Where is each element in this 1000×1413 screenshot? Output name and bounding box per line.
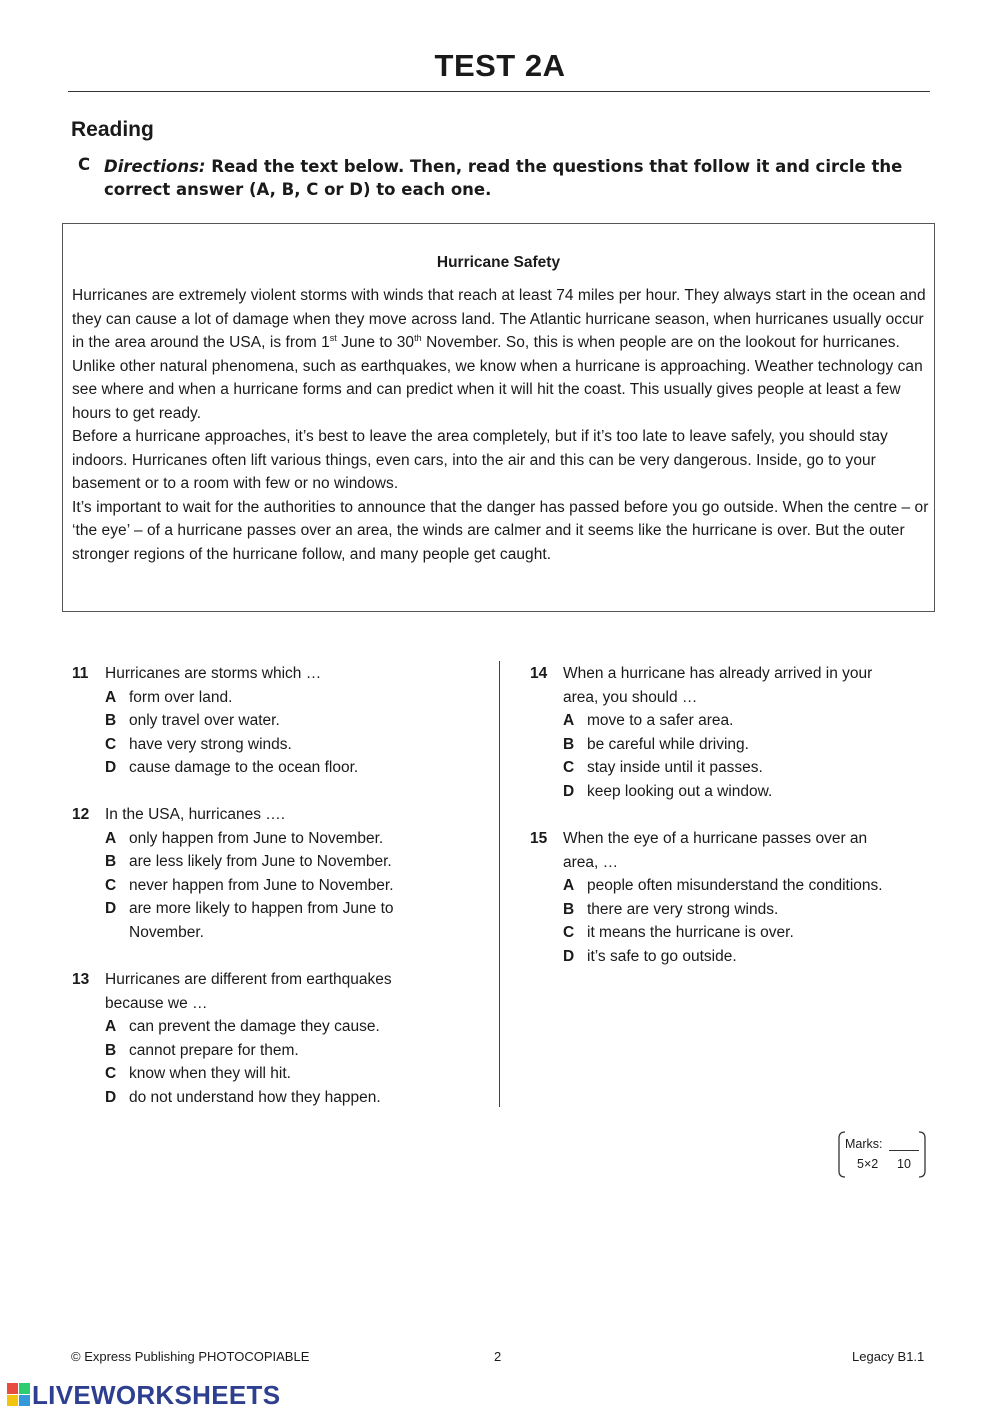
answer-option-13b[interactable]: B cannot prepare for them. bbox=[105, 1041, 299, 1059]
question-stem: Hurricanes are different from earthquakes because we … bbox=[105, 971, 392, 1012]
question-15 bbox=[530, 827, 930, 968]
title-divider bbox=[68, 91, 930, 92]
passage-title: Hurricane Safety bbox=[436, 254, 561, 271]
passage-body bbox=[72, 284, 932, 566]
answer-option-13c[interactable]: C know when they will hit. bbox=[105, 1065, 291, 1082]
question-number: 14 bbox=[530, 665, 548, 682]
marks-total: 10 bbox=[897, 1157, 911, 1171]
answer-option-15d[interactable]: D it’s safe to go outside. bbox=[563, 947, 737, 965]
question-number: 12 bbox=[72, 806, 90, 823]
column-divider bbox=[499, 661, 500, 1107]
footer-book-title: Legacy B1.1 bbox=[852, 1349, 925, 1364]
marks-label: Marks: bbox=[845, 1137, 883, 1151]
answer-option-12a[interactable]: A only happen from June to November. bbox=[105, 829, 384, 847]
answer-option-11b[interactable]: B only travel over water. bbox=[105, 712, 280, 729]
footer-page-number: 2 bbox=[494, 1349, 502, 1364]
answer-option-14a[interactable]: A move to a safer area. bbox=[563, 712, 734, 729]
marks-box bbox=[838, 1131, 926, 1178]
answer-option-11d[interactable]: D cause damage to the ocean floor. bbox=[105, 759, 359, 776]
question-14 bbox=[530, 662, 900, 803]
liveworksheets-wordmark: LIVEWORKSHEETS bbox=[32, 1380, 281, 1410]
directions-text: Read the text below. Then, read the questions that follow it and circle the correct answer (A, B, C or D) to each one. bbox=[104, 157, 903, 199]
directions bbox=[104, 155, 924, 201]
question-number: 11 bbox=[72, 665, 89, 682]
test-title: TEST 2A bbox=[434, 48, 566, 83]
answer-option-13d[interactable]: D do not understand how they happen. bbox=[105, 1088, 381, 1106]
answer-option-13a[interactable]: A can prevent the damage they cause. bbox=[105, 1018, 380, 1035]
question-number: 13 bbox=[72, 971, 90, 988]
question-12 bbox=[72, 803, 422, 944]
passage-paragraph-4: It’s important to wait for the authorities to announce that the danger has passed before you go outside. When the centre – or ‘the eye’ – of a hurricane passes over an area, the winds are calmer and it seems like the hurricane is over. But the outer stronger regions of the hurricane follow, and many people get caught. bbox=[72, 498, 929, 563]
marks-score-blank[interactable] bbox=[889, 1150, 919, 1151]
passage-paragraph-1: Hurricanes are extremely violent storms with winds that reach at least 74 miles per hour. They always start in the ocean and they can cause a lot of damage when they move across land. The Atlantic hurricane season, when hurricanes usually occur in the area around the USA, is from 1st June to 30th November. So, this is when people are on the lookout for hurricanes. bbox=[72, 287, 926, 351]
answer-option-11a[interactable]: A form over land. bbox=[105, 688, 233, 706]
passage-paragraph-3: Before a hurricane approaches, it’s best to leave the area completely, but if it’s too late to leave safely, you should stay indoors. Hurricanes often lift various things, even cars, into the air and this can be very dangerous. Inside, go to your basement or to a room with few or no windows. bbox=[72, 428, 888, 492]
marks-formula: 5×2 bbox=[857, 1157, 879, 1171]
directions-label: Directions: bbox=[104, 157, 206, 176]
answer-option-12b[interactable]: B are less likely from June to November. bbox=[105, 853, 392, 870]
section-heading: Reading bbox=[71, 118, 154, 141]
reading-passage-box bbox=[62, 223, 935, 612]
answer-option-15b[interactable]: B there are very strong winds. bbox=[563, 900, 779, 918]
question-13 bbox=[72, 968, 422, 1109]
footer-copyright: © Express Publishing PHOTOCOPIABLE bbox=[71, 1349, 310, 1364]
answer-option-12c[interactable]: C never happen from June to November. bbox=[105, 876, 394, 894]
answer-option-15a[interactable]: A people often misunderstand the conditions. bbox=[563, 877, 883, 894]
answer-option-14b[interactable]: B be careful while driving. bbox=[563, 735, 749, 753]
passage-paragraph-2: Unlike other natural phenomena, such as earthquakes, we know when a hurricane is approaching. Weather technology can see where and when a hurricane forms and can predict when it will hit the coast. This usually gives people at least a few hours to get ready. bbox=[72, 357, 923, 422]
answer-option-11c[interactable]: C have very strong winds. bbox=[105, 735, 292, 753]
question-number: 15 bbox=[530, 830, 548, 847]
answer-option-12d[interactable]: D are more likely to happen from June to November. bbox=[105, 900, 394, 941]
question-11 bbox=[72, 662, 492, 780]
liveworksheets-icon bbox=[7, 1383, 31, 1407]
question-stem: In the USA, hurricanes …. bbox=[105, 806, 286, 823]
exercise-letter: C bbox=[78, 155, 91, 174]
question-stem: When the eye of a hurricane passes over an area, … bbox=[563, 830, 868, 871]
question-stem: Hurricanes are storms which … bbox=[105, 665, 322, 682]
answer-option-15c[interactable]: C it means the hurricane is over. bbox=[563, 924, 794, 941]
question-stem: When a hurricane has already arrived in your area, you should … bbox=[563, 665, 873, 706]
answer-option-14c[interactable]: C stay inside until it passes. bbox=[563, 759, 763, 776]
answer-option-14d[interactable]: D keep looking out a window. bbox=[563, 782, 773, 800]
